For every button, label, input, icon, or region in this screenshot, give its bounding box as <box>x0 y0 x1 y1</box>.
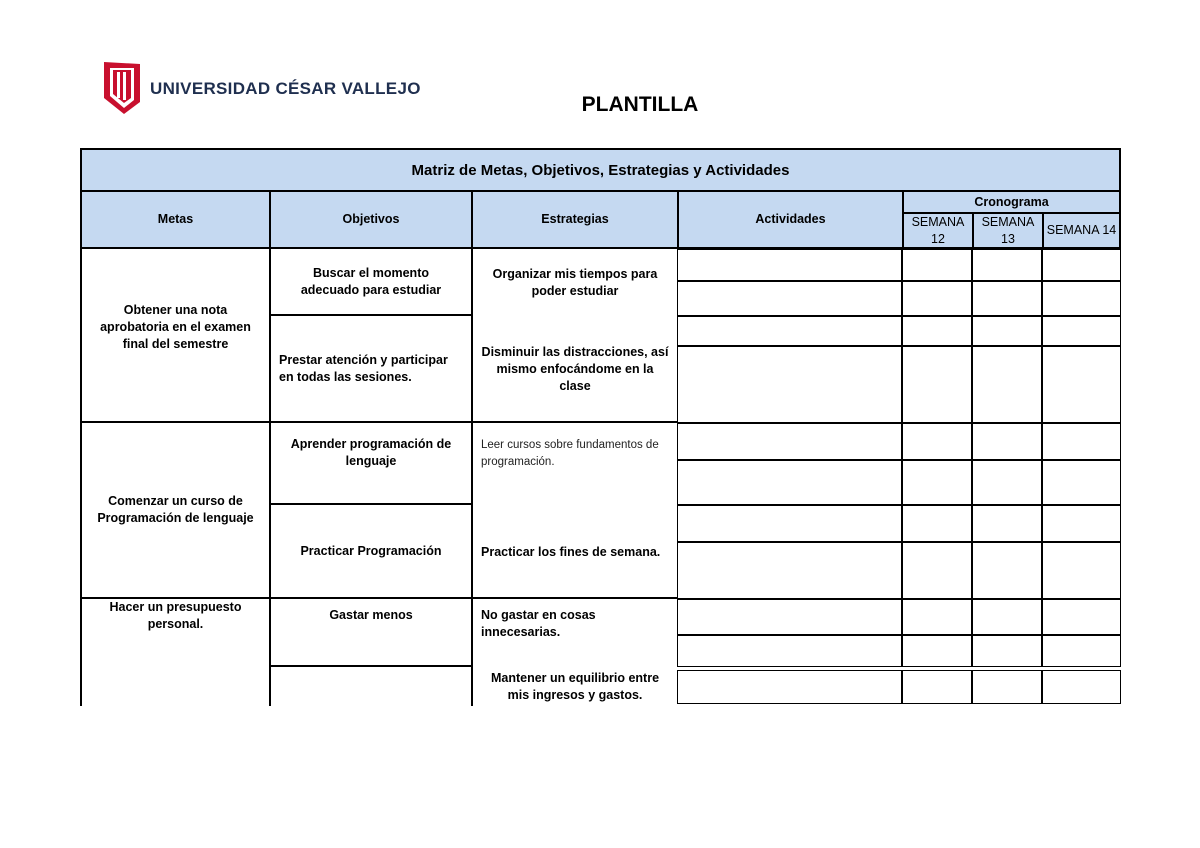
schedule-cell[interactable] <box>902 670 972 704</box>
schedule-cell[interactable] <box>902 346 972 423</box>
activity-cell[interactable] <box>677 316 902 346</box>
estrategia-cell: Disminuir las distracciones, así mismo enfocándome en la clase <box>471 316 677 423</box>
schedule-cell[interactable] <box>902 423 972 460</box>
university-name: UNIVERSIDAD CÉSAR VALLEJO <box>150 79 421 98</box>
objetivo-cell: Buscar el momento adecuado para estudiar <box>269 249 471 316</box>
objetivo-cell: Gastar menos <box>269 599 471 667</box>
column-header-week-12: SEMANA 12 <box>902 214 972 249</box>
column-header-week-13: SEMANA 13 <box>972 214 1042 249</box>
schedule-cell[interactable] <box>972 281 1042 316</box>
activity-cell[interactable] <box>677 670 902 704</box>
column-header-week-14: SEMANA 14 <box>1042 214 1121 249</box>
university-shield-icon <box>104 60 144 116</box>
schedule-cell[interactable] <box>972 460 1042 505</box>
schedule-cell[interactable] <box>902 542 972 599</box>
activity-cell[interactable] <box>677 599 902 635</box>
activity-cell[interactable] <box>677 505 902 542</box>
schedule-cell[interactable] <box>902 505 972 542</box>
activity-cell[interactable] <box>677 281 902 316</box>
meta-cell: Hacer un presupuesto personal. <box>80 599 269 706</box>
schedule-cell[interactable] <box>902 460 972 505</box>
row-divider <box>471 597 677 599</box>
schedule-cell[interactable] <box>972 670 1042 704</box>
university-logo <box>104 60 421 116</box>
estrategia-cell: Practicar los fines de semana. <box>471 505 677 599</box>
activity-cell[interactable] <box>677 423 902 460</box>
schedule-cell[interactable] <box>972 316 1042 346</box>
schedule-cell[interactable] <box>972 599 1042 635</box>
schedule-cell[interactable] <box>1042 542 1121 599</box>
estrategia-cell: No gastar en cosas innecesarias. <box>471 599 677 667</box>
table-title: Matriz de Metas, Objetivos, Estrategias y Actividades <box>80 148 1121 192</box>
page-title: PLANTILLA <box>581 93 699 116</box>
schedule-cell[interactable] <box>1042 316 1121 346</box>
activity-cell[interactable] <box>677 249 902 281</box>
schedule-cell[interactable] <box>972 346 1042 423</box>
schedule-cell[interactable] <box>902 281 972 316</box>
schedule-cell[interactable] <box>902 635 972 667</box>
activity-cell[interactable] <box>677 460 902 505</box>
objetivo-cell: Practicar Programación <box>269 505 471 599</box>
objetivo-cell-empty <box>269 667 471 706</box>
column-header-metas: Metas <box>80 192 269 249</box>
goals-matrix-table <box>80 148 1121 706</box>
schedule-cell[interactable] <box>972 423 1042 460</box>
schedule-cell[interactable] <box>902 316 972 346</box>
schedule-cell[interactable] <box>1042 460 1121 505</box>
schedule-cell[interactable] <box>1042 599 1121 635</box>
schedule-cell[interactable] <box>902 599 972 635</box>
schedule-cell[interactable] <box>1042 249 1121 281</box>
schedule-cell[interactable] <box>1042 346 1121 423</box>
activity-cell[interactable] <box>677 346 902 423</box>
column-header-actividades: Actividades <box>677 192 902 249</box>
estrategia-cell: Organizar mis tiempos para poder estudiar <box>471 249 677 316</box>
column-header-objetivos: Objetivos <box>269 192 471 249</box>
column-header-cronograma: Cronograma <box>902 192 1121 214</box>
schedule-cell[interactable] <box>972 635 1042 667</box>
schedule-cell[interactable] <box>1042 670 1121 704</box>
schedule-cell[interactable] <box>972 249 1042 281</box>
row-divider <box>471 421 677 423</box>
estrategia-cell: Leer cursos sobre fundamentos de programación. <box>471 423 677 505</box>
objetivo-cell: Aprender programación de lenguaje <box>269 423 471 505</box>
objetivo-cell: Prestar atención y participar en todas las sesiones. <box>269 316 471 423</box>
activity-cell[interactable] <box>677 542 902 599</box>
schedule-cell[interactable] <box>1042 635 1121 667</box>
schedule-cell[interactable] <box>1042 423 1121 460</box>
activity-cell[interactable] <box>677 635 902 667</box>
estrategia-cell: Mantener un equilibrio entre mis ingresos y gastos. <box>471 667 677 706</box>
schedule-cell[interactable] <box>972 505 1042 542</box>
meta-cell: Comenzar un curso de Programación de lenguaje <box>80 423 269 599</box>
schedule-cell[interactable] <box>902 249 972 281</box>
schedule-cell[interactable] <box>1042 505 1121 542</box>
meta-cell: Obtener una nota aprobatoria en el examen final del semestre <box>80 249 269 423</box>
column-header-estrategias: Estrategias <box>471 192 677 249</box>
schedule-cell[interactable] <box>972 542 1042 599</box>
schedule-cell[interactable] <box>1042 281 1121 316</box>
